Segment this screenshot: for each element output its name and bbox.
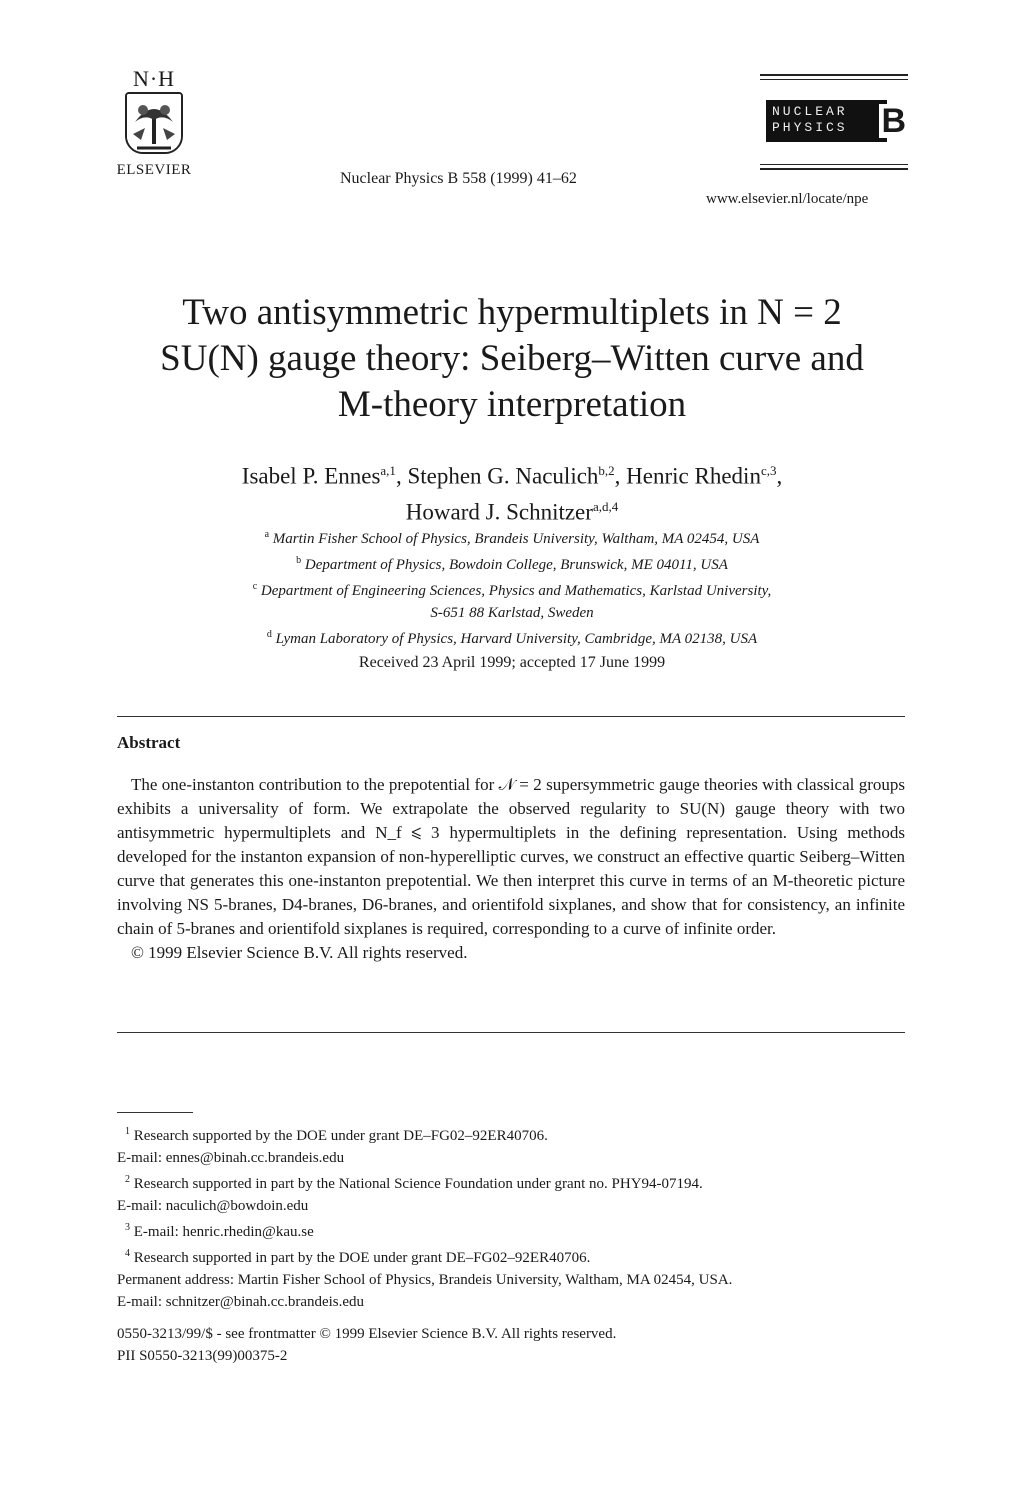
- journal-logo: [760, 74, 908, 173]
- author-affil-marker: a,d,4: [592, 498, 619, 514]
- author-name: Henric Rhedin: [626, 463, 761, 489]
- received-dates: Received 23 April 1999; accepted 17 June 1999: [358, 654, 666, 671]
- footnote-email[interactable]: E-mail: naculich@bowdoin.edu: [117, 1198, 309, 1214]
- footnote-marker: 3: [125, 1222, 130, 1233]
- affiliation-key: b: [296, 555, 302, 566]
- footnote-text: Research supported in part by the National Science Foundation under grant no. PHY94-07194.: [133, 1176, 703, 1192]
- title-line: SU(N) gauge theory: Seiberg–Witten curve and: [160, 338, 864, 379]
- affiliations: [100, 524, 924, 650]
- author-name: Howard J. Schnitzer: [405, 499, 593, 525]
- pii-line: PII S0550-3213(99)00375-2: [117, 1348, 288, 1364]
- abstract-text: The one-instanton contribution to the prepotential for 𝒩 = 2 supersymmetric gauge theories with classical groups exhibits a universality of form. We extrapolate the observed regularity to SU(N) gauge theory with two antisymmetric hypermultiplets and N_f ⩽ 3 hypermultiplets in the defining representation. Using methods developed for the instanton expansion of non-hyperelliptic curves, we construct an effective quartic Seiberg–Witten curve that generates this one-instanton prepotential. We then interpret this curve in terms of an M-theoretic picture involving NS 5-branes, D4-branes, D6-branes, and orientifold sixplanes, and show that for consistency, an infinite chain of 5-branes and orientifold sixplanes is required, corresponding to a curve of infinite order.: [117, 775, 905, 938]
- journal-logo-text: NUCLEAR PHYSICS: [766, 100, 887, 142]
- affiliation-text: S-651 88 Karlstad, Sweden: [430, 605, 594, 621]
- publisher-logo: [108, 68, 200, 179]
- author-affil-marker: c,3: [760, 463, 777, 478]
- author-name: Isabel P. Ennes: [241, 463, 381, 489]
- affiliation-text: Martin Fisher School of Physics, Brandeis University, Waltham, MA 02454, USA: [272, 531, 760, 547]
- affiliation-key: a: [264, 529, 270, 540]
- abstract-heading: Abstract: [117, 733, 181, 752]
- author-affil-marker: b,2: [598, 463, 615, 478]
- affiliation-text: Department of Engineering Sciences, Physics and Mathematics, Karlstad University,: [260, 583, 772, 599]
- footnote-text: Permanent address: Martin Fisher School of Physics, Brandeis University, Waltham, MA 02454, USA.: [117, 1272, 733, 1288]
- footnote-line: [117, 1169, 907, 1195]
- footnote-email[interactable]: E-mail: schnitzer@binah.cc.brandeis.edu: [117, 1294, 365, 1310]
- footnote-line: [117, 1121, 907, 1147]
- divider: [117, 1032, 905, 1033]
- author-affil-marker: a,1: [380, 463, 396, 478]
- affiliation-line: [100, 550, 924, 576]
- title-line: M-theory interpretation: [337, 384, 687, 425]
- footnote-line: [117, 1291, 907, 1313]
- affiliation-line: [100, 602, 924, 624]
- footnote-text: Research supported in part by the DOE under grant DE–FG02–92ER40706.: [133, 1250, 591, 1266]
- journal-logo-letter: B: [881, 102, 906, 140]
- issn-line: 0550-3213/99/$ - see frontmatter © 1999 Elsevier Science B.V. All rights reserved.: [117, 1326, 617, 1342]
- affiliation-key: d: [266, 629, 272, 640]
- journal-url[interactable]: www.elsevier.nl/locate/npe: [706, 191, 869, 207]
- author-name: Stephen G. Naculich: [407, 463, 599, 489]
- footnote-rule: [117, 1112, 193, 1113]
- footnote-line: [117, 1243, 907, 1269]
- affiliation-line: [100, 524, 924, 550]
- affiliation-key: c: [252, 581, 258, 592]
- footnotes: [117, 1121, 907, 1313]
- affiliation-text: Department of Physics, Bowdoin College, Brunswick, ME 04011, USA: [304, 557, 728, 573]
- affiliation-text: Lyman Laboratory of Physics, Harvard University, Cambridge, MA 02138, USA: [275, 631, 758, 647]
- journal-reference: Nuclear Physics B 558 (1999) 41–62: [340, 170, 577, 187]
- footnote-marker: 2: [125, 1174, 130, 1185]
- abstract-copyright: © 1999 Elsevier Science B.V. All rights reserved.: [131, 943, 468, 962]
- affiliation-line: [100, 576, 924, 602]
- divider: [117, 716, 905, 717]
- footnote-email[interactable]: E-mail: ennes@binah.cc.brandeis.edu: [117, 1150, 345, 1166]
- publisher-name: ELSEVIER: [116, 162, 192, 178]
- footnote-line: [117, 1217, 907, 1243]
- footnote-email[interactable]: E-mail: henric.rhedin@kau.se: [133, 1224, 314, 1240]
- publisher-mark: N·H: [132, 66, 176, 91]
- article-identifiers: [117, 1323, 616, 1367]
- author-list: Isabel P. Ennes$^{a,1}$, Stephen G. Naculich$^{b,2}$, Henric Rhedin$^{c,3}$, Howard J. Schnitzer$^{a,d,4}$: [241, 463, 783, 525]
- paper-title: [100, 290, 924, 428]
- affiliation-line: [100, 624, 924, 650]
- elsevier-tree-icon: [125, 92, 183, 154]
- footnote-marker: 4: [125, 1248, 130, 1259]
- footnote-marker: 1: [125, 1126, 130, 1137]
- footnote-line: [117, 1269, 907, 1291]
- abstract-body: [117, 773, 905, 965]
- footnote-line: [117, 1147, 907, 1169]
- title-line: Two antisymmetric hypermultiplets in N = 2: [182, 292, 842, 333]
- footnote-text: Research supported by the DOE under grant DE–FG02–92ER40706.: [133, 1128, 548, 1144]
- footnote-line: [117, 1195, 907, 1217]
